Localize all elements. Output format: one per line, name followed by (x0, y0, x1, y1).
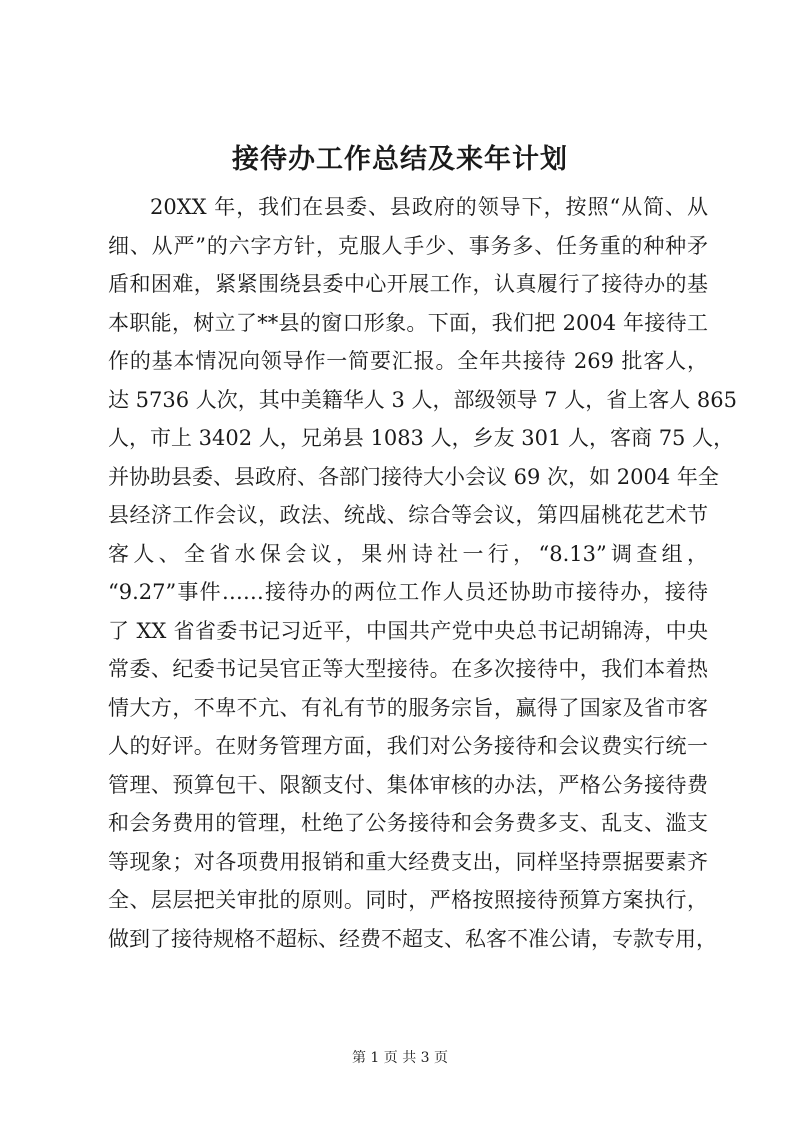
page-footer: 第 1 页 共 3 页 (351, 1050, 449, 1066)
paragraph-line: 达 5736 人次，其中美籍华人 3 人，部级领导 7 人，省上客人 865 (108, 387, 737, 412)
paragraph-line: 等现象；对各项费用报销和重大经费支出，同样坚持票据要素齐 (108, 849, 708, 874)
paragraph-line: 县经济工作会议，政法、统战、综合等会议，第四届桃花艺术节 (108, 503, 708, 527)
paragraph-line: 本职能，树立了**县的窗口形象。下面，我们把 2004 年接待工 (108, 310, 708, 335)
paragraph-line: 盾和困难，紧紧围绕县委中心开展工作，认真履行了接待办的基 (108, 272, 708, 296)
paragraph-line: 全、层层把关审批的原则。同时，严格按照接待预算方案执行， (108, 888, 708, 912)
document-body (108, 188, 737, 958)
paragraph-line: 和会务费用的管理，杜绝了公务接待和会务费多支、乱支、滥支 (108, 811, 708, 835)
paragraph-line: 情大方，不卑不亢、有礼有节的服务宗旨，赢得了国家及省市客 (108, 695, 708, 720)
paragraph-line: 20XX 年，我们在县委、县政府的领导下，按照“从简、从 (150, 195, 708, 219)
paragraph-line: 管理、预算包干、限额支付、集体审核的办法，严格公务接待费 (108, 772, 708, 797)
document-title: 接待办工作总结及来年计划 (232, 144, 568, 175)
paragraph-line: 并协助县委、县政府、各部门接待大小会议 69 次，如 2004 年全 (108, 464, 719, 489)
paragraph-line: 细、从严”的六字方针，克服人手少、事务多、任务重的种种矛 (108, 233, 708, 258)
paragraph-line: 做到了接待规格不超标、经费不超支、私客不准公请，专款专用， (108, 926, 717, 951)
paragraph-line: 人，市上 3402 人，兄弟县 1083 人，乡友 301 人，客商 75 人， (108, 426, 735, 450)
paragraph-line: 客人、全省水保会议，果州诗社一行，“8.13”调查组， (108, 541, 708, 566)
paragraph-line: 作的基本情况向领导作一简要汇报。全年共接待 269 批客人， (108, 349, 708, 373)
paragraph-line: 人的好评。在财务管理方面，我们对公务接待和会议费实行统一 (108, 734, 708, 758)
paragraph-line: 了 XX 省省委书记习近平，中国共产党中央总书记胡锦涛，中央 (108, 618, 708, 643)
paragraph-line: 常委、纪委书记吴官正等大型接待。在多次接待中，我们本着热 (108, 657, 708, 681)
paragraph-line: “9.27”事件……接待办的两位工作人员还协助市接待办，接待 (108, 580, 708, 604)
